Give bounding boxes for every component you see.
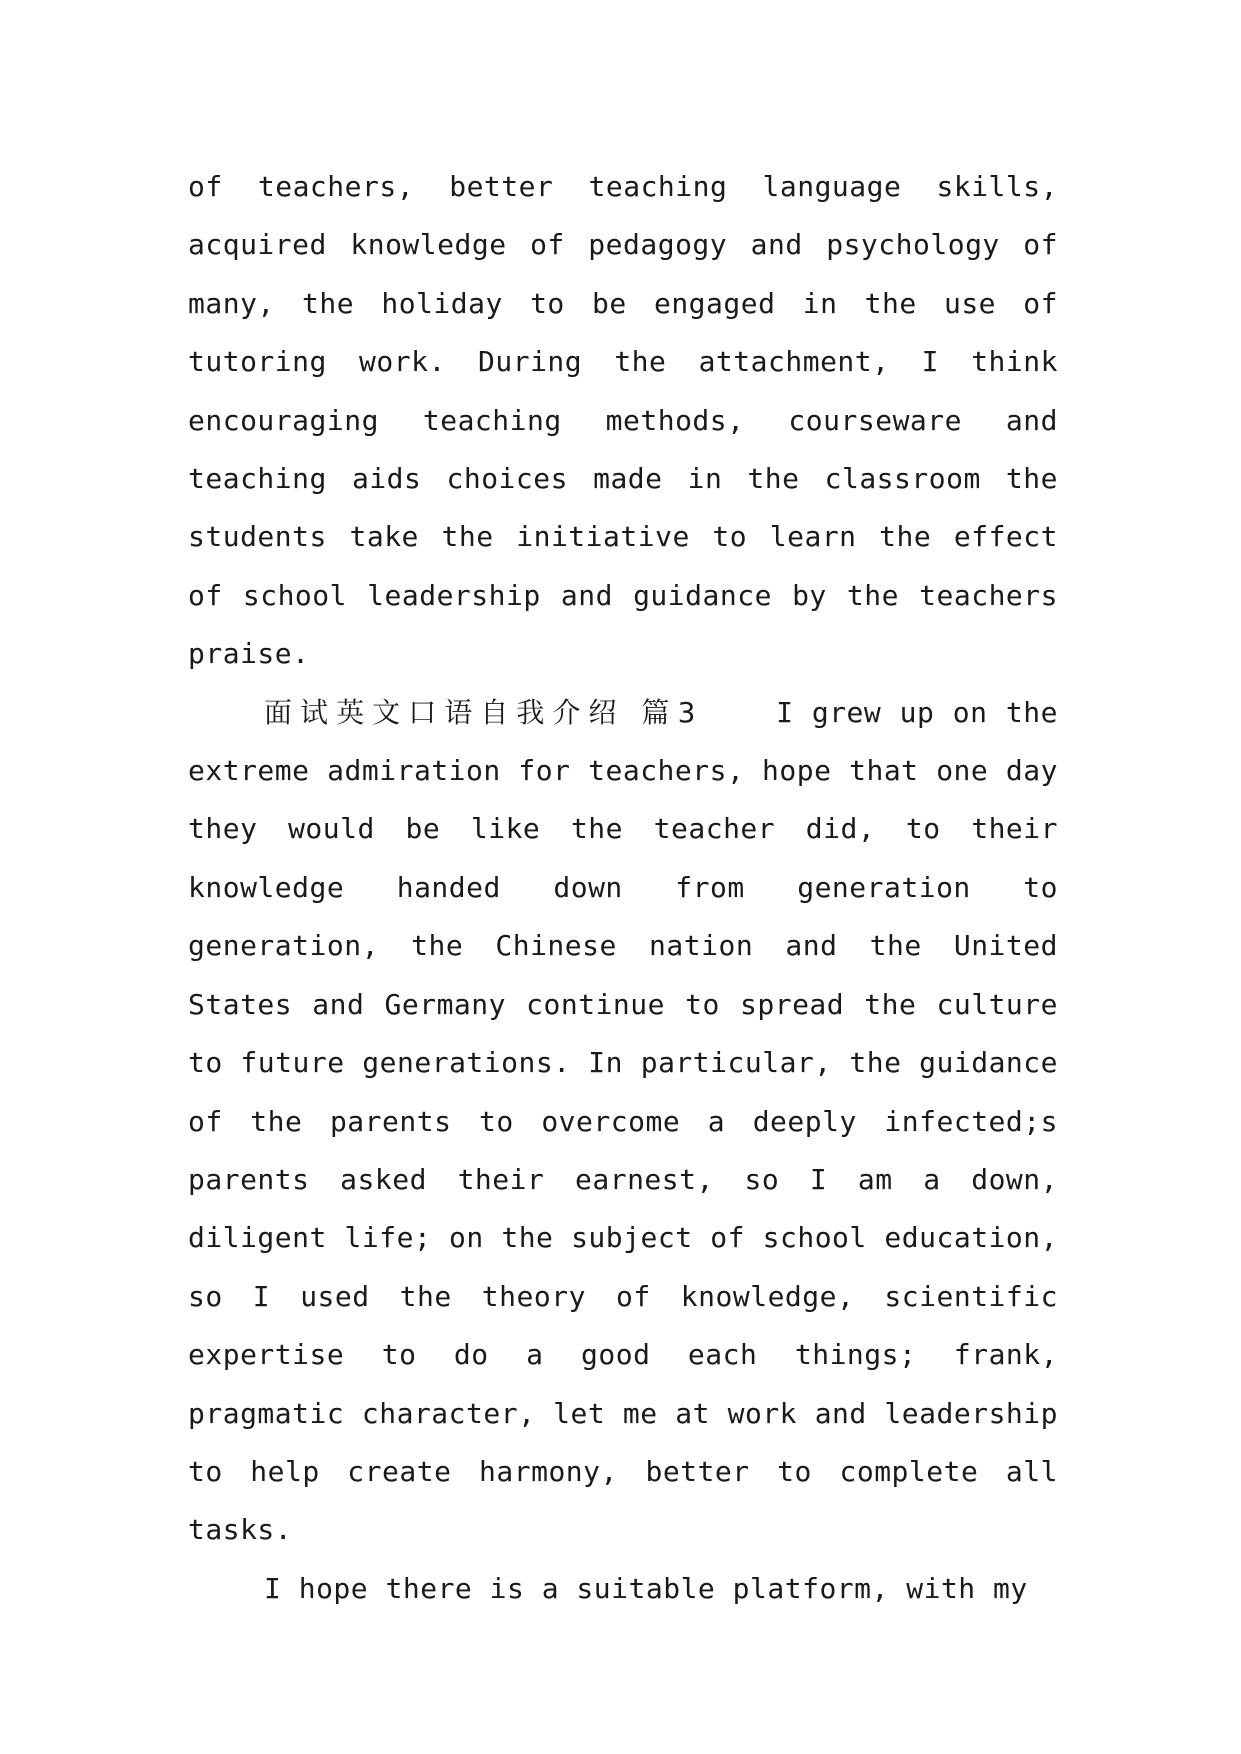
paragraph-3: I hope there is a suitable platform, with my bbox=[264, 1571, 1028, 1605]
paragraph-1: of teachers, better teaching language skills, acquired knowledge of pedagogy and psychology of many, the holiday to be engaged in the use of tutoring work. During the attachment, I think encouraging teaching methods, courseware and teaching aids choices made in the classroom the students take the initiative to learn the effect of school leadership and guidance by the teachers praise. bbox=[188, 170, 1058, 671]
paragraph-2-text: I grew up on the extreme admiration for teachers, hope that one day they would be like the teacher did, to their knowledge handed down from generation to generation, the Chinese nation and the United States and Germany continue to spread the culture to future generations. In particular, the guidance of the parents to overcome a deeply infected;s parents asked their earnest, so I am a down, diligent life; on the subject of school education, so I used the theory of knowledge, scientific expertise to do a good each things; frank, pragmatic character, let me at work and leadership to help create harmony, better to complete all tasks. bbox=[188, 695, 1059, 1547]
document-body bbox=[188, 158, 1058, 1618]
section-heading: 面试英文口语自我介绍 篇3 bbox=[264, 695, 703, 729]
paragraph-2 bbox=[188, 684, 1058, 1560]
